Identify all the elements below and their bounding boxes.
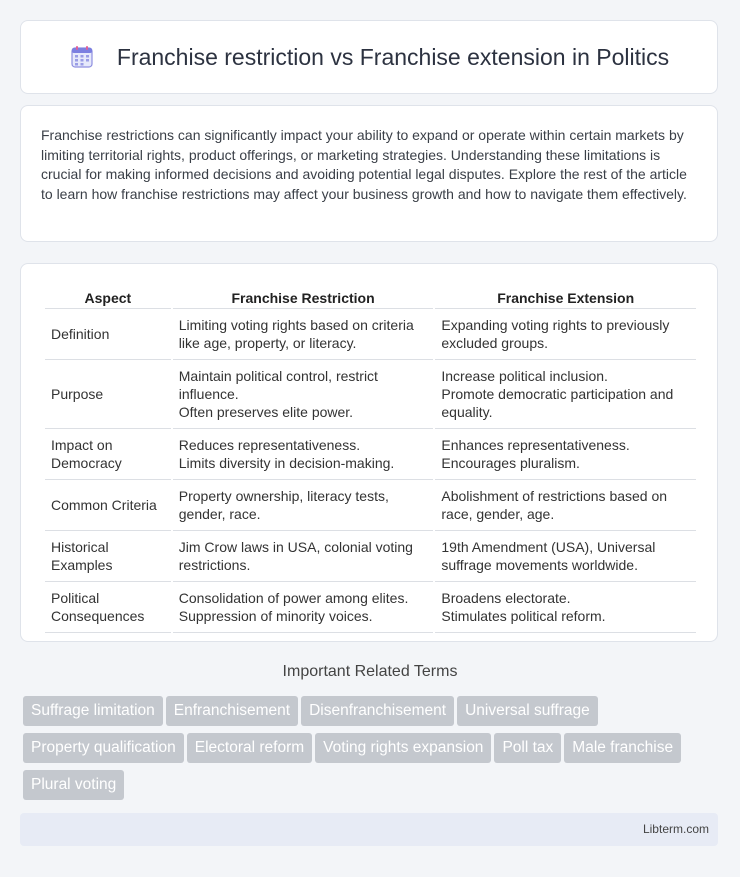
- related-term-tag[interactable]: Universal suffrage: [457, 696, 598, 726]
- cell-extension: Abolishment of restrictions based on race, gender, age.: [435, 480, 696, 531]
- cell-extension: Expanding voting rights to previously excluded groups.: [435, 309, 696, 360]
- related-term-tag[interactable]: Male franchise: [564, 733, 681, 763]
- header-card: [20, 20, 718, 94]
- table-header-row: [45, 286, 696, 309]
- related-term-tag[interactable]: Plural voting: [23, 770, 124, 800]
- cell-restriction: Maintain political control, restrict influence. Often preserves elite power.: [173, 360, 434, 429]
- table-row: [45, 360, 696, 429]
- table-row: [45, 309, 696, 360]
- related-term-tag[interactable]: Enfranchisement: [166, 696, 298, 726]
- header-franchise-restriction: Franchise Restriction: [173, 286, 434, 309]
- cell-aspect: Definition: [45, 309, 171, 360]
- header-franchise-extension: Franchise Extension: [435, 286, 696, 309]
- related-term-tag[interactable]: Voting rights expansion: [315, 733, 491, 763]
- related-term-tag[interactable]: Property qualification: [23, 733, 184, 763]
- cell-aspect: Impact on Democracy: [45, 429, 171, 480]
- related-term-tag[interactable]: Suffrage limitation: [23, 696, 163, 726]
- cell-extension: Broadens electorate. Stimulates political reform.: [435, 582, 696, 633]
- intro-card: [20, 105, 718, 242]
- related-terms-list: [23, 696, 723, 807]
- cell-extension: Increase political inclusion. Promote democratic participation and equality.: [435, 360, 696, 429]
- intro-paragraph: Franchise restrictions can significantly impact your ability to expand or operate within certain markets by limiting territorial rights, product offerings, or marketing strategies. Understanding these limitations is crucial for making informed decisions and avoiding potential legal disputes. Explore the rest of the article to learn how franchise restrictions may affect your business growth and how to navigate them effectively.: [41, 127, 687, 202]
- table-row: [45, 429, 696, 480]
- related-terms-title: Important Related Terms: [282, 663, 458, 680]
- cell-restriction: Reduces representativeness. Limits diversity in decision-making.: [173, 429, 434, 480]
- cell-restriction: Consolidation of power among elites. Suppression of minority voices.: [173, 582, 434, 633]
- footer-site-name: Libterm.com: [642, 822, 709, 836]
- cell-extension: 19th Amendment (USA), Universal suffrage movements worldwide.: [435, 531, 696, 582]
- related-term-tag[interactable]: Poll tax: [494, 733, 561, 763]
- header-aspect: Aspect: [45, 286, 171, 309]
- cell-extension: Enhances representativeness. Encourages pluralism.: [435, 429, 696, 480]
- calendar-grid-icon: [69, 44, 95, 70]
- cell-restriction: Limiting voting rights based on criteria like age, property, or literacy.: [173, 309, 434, 360]
- comparison-table-card: [20, 263, 718, 642]
- cell-aspect: Political Consequences: [45, 582, 171, 633]
- cell-restriction: Property ownership, literacy tests, gender, race.: [173, 480, 434, 531]
- cell-aspect: Common Criteria: [45, 480, 171, 531]
- cell-restriction: Jim Crow laws in USA, colonial voting restrictions.: [173, 531, 434, 582]
- comparison-table: [43, 286, 698, 633]
- related-term-tag[interactable]: Disenfranchisement: [301, 696, 454, 726]
- page-title: Franchise restriction vs Franchise extension in Politics: [116, 43, 670, 70]
- related-term-tag[interactable]: Electoral reform: [187, 733, 312, 763]
- cell-aspect: Historical Examples: [45, 531, 171, 582]
- cell-aspect: Purpose: [45, 360, 171, 429]
- table-row: [45, 480, 696, 531]
- footer: [20, 813, 718, 846]
- table-row: [45, 582, 696, 633]
- table-row: [45, 531, 696, 582]
